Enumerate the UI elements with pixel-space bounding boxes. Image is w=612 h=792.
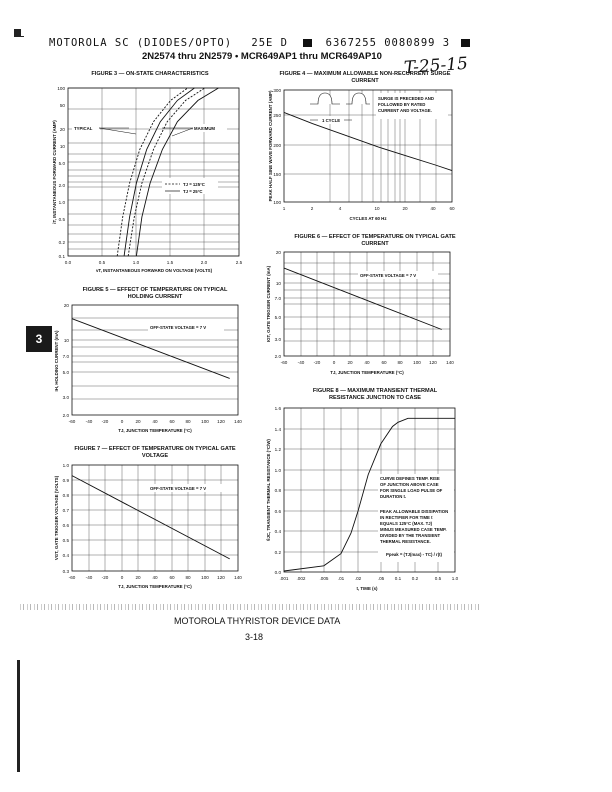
y-tick: 5.0	[58, 161, 65, 166]
x-tick: 0.5	[98, 260, 106, 265]
dissipation-note-3: EQUALS 125°C (MAX. TJ)	[380, 521, 433, 526]
figure-3-ylabel: iT, INSTANTANEOUS FORWARD CURRENT (AMP)	[52, 120, 57, 224]
curve-note-1: CURVE DEFINES TEMP. RISE	[380, 476, 440, 481]
figure-4-xlabel: CYCLES AT 60 Hz	[349, 216, 387, 221]
x-tick: -60	[280, 360, 288, 365]
series-line	[124, 88, 194, 256]
y-tick: 300	[273, 88, 281, 93]
x-tick: -40	[85, 419, 93, 424]
x-tick: 10	[374, 206, 380, 211]
y-tick: 2.0	[274, 354, 281, 359]
x-tick: 4	[338, 206, 342, 211]
figure-5-title: FIGURE 5 — EFFECT OF TEMPERATURE ON TYPICAL HOLDING CURRENT	[82, 287, 228, 300]
y-tick: 10	[63, 338, 69, 343]
x-tick: 40	[364, 360, 370, 365]
y-tick: 0.9	[62, 478, 69, 483]
y-tick: 100	[273, 200, 281, 205]
x-tick: 2.0	[200, 260, 208, 265]
x-tick: 100	[201, 419, 209, 424]
figure-3-grid	[68, 88, 239, 256]
handwritten-note: T-25-15	[403, 53, 469, 79]
x-tick: 100	[413, 360, 421, 365]
y-tick: 20	[63, 303, 69, 308]
figure-4-curves	[284, 112, 452, 170]
x-tick: .002	[296, 576, 306, 581]
x-tick: 60	[449, 206, 455, 211]
y-tick: 150	[273, 172, 281, 177]
y-tick: 2.0	[58, 183, 65, 188]
figure-7-title: FIGURE 7 — EFFECT OF TEMPERATURE ON TYPICAL GATE VOLTAGE	[74, 446, 236, 459]
y-tick: 20	[59, 127, 65, 132]
one-cycle-label: 1 CYCLE	[322, 118, 341, 123]
x-tick: 20	[135, 575, 141, 580]
figure-4-y-ticks	[273, 88, 281, 205]
y-tick: 10	[275, 281, 281, 286]
y-tick: 0.2	[58, 240, 65, 245]
y-tick: 1.4	[274, 427, 281, 432]
curve-note-3: FOR SINGLE LOAD PULSE OF	[380, 488, 443, 493]
x-tick: 1.0	[132, 260, 140, 265]
y-tick: 1.0	[58, 200, 65, 205]
legend-25: TJ = 25°C	[183, 189, 203, 194]
series-line	[284, 112, 452, 170]
manufacturer: MOTOROLA SC (DIODES/OPTO)	[49, 37, 233, 49]
scan-margin-line	[17, 660, 20, 772]
y-tick: 0.7	[62, 508, 69, 513]
figure-3-y-ticks	[57, 86, 65, 259]
figure-8-y-ticks	[275, 406, 282, 575]
x-tick: 0	[120, 575, 124, 580]
x-tick: 1	[282, 206, 286, 211]
surge-waveform-icon	[310, 93, 370, 104]
figure-6-x-ticks	[281, 360, 455, 365]
x-tick: -60	[68, 575, 76, 580]
figure-6-ylabel: IGT, GATE TRIGGER CURRENT (mA)	[266, 265, 271, 343]
x-tick: 1.5	[166, 260, 174, 265]
figure-7-xlabel: TJ, JUNCTION TEMPERATURE (°C)	[118, 584, 192, 589]
x-tick: -40	[85, 575, 93, 580]
x-tick: -40	[297, 360, 305, 365]
off-state-voltage-label: OFF-STATE VOLTAGE = 7 V	[150, 486, 207, 491]
y-tick: 1.0	[274, 468, 281, 473]
figure-8-x-ticks	[280, 576, 459, 581]
dissipation-note-6: THERMAL RESISTANCE.	[380, 539, 431, 544]
figure-8-chart	[262, 404, 462, 599]
black-square-icon	[303, 39, 312, 47]
barcode-text: 6367255 0080899 3	[325, 37, 451, 49]
y-tick: 50	[59, 103, 65, 108]
figure-3-title: FIGURE 3 — ON-STATE CHARACTERISTICS	[91, 71, 209, 77]
y-tick: 3.0	[274, 337, 281, 342]
figure-6-title: FIGURE 6 — EFFECT OF TEMPERATURE ON TYPICAL GATE CURRENT	[294, 234, 456, 247]
x-tick: 0.2	[411, 576, 419, 581]
figure-3-chart	[54, 84, 254, 274]
dissipation-note-1: PEAK ALLOWABLE DISSIPATION	[380, 509, 449, 514]
y-tick: 2.0	[62, 413, 69, 418]
figure-5-xlabel: TJ, JUNCTION TEMPERATURE (°C)	[118, 428, 192, 433]
x-tick: 20	[135, 419, 141, 424]
figure-4-chart	[270, 86, 460, 226]
legend-125: TJ = 125°C	[183, 182, 205, 187]
figure-4-title: FIGURE 4 — MAXIMUM ALLOWABLE NON-RECURRENT SURGE CURRENT	[279, 71, 451, 84]
figure-3-xlabel: vT, INSTANTANEOUS FORWARD ON VOLTAGE (VOLTS)	[95, 268, 213, 273]
figure-4-ylabel: PEAK HALF SINE WAVE FORWARD CURRENT (AMP)	[268, 90, 273, 202]
footer-page-number: 3-18	[245, 632, 264, 642]
y-tick: 250	[273, 113, 281, 118]
x-tick: 2	[310, 206, 314, 211]
y-tick: 3.0	[62, 395, 69, 400]
corner-mark-line	[14, 36, 24, 37]
x-tick: 40	[152, 419, 158, 424]
x-tick: 120	[217, 419, 225, 424]
x-tick: 0.1	[394, 576, 402, 581]
x-tick: 80	[185, 419, 191, 424]
y-tick: 100	[57, 86, 65, 91]
y-tick: 5.0	[62, 370, 69, 375]
y-tick: 0.1	[58, 254, 65, 259]
x-tick: 2.5	[235, 260, 243, 265]
x-tick: 140	[234, 419, 242, 424]
figure-8-ylabel: θJC, TRANSIENT THERMAL RESISTANCE (°C/W)	[266, 439, 271, 541]
figure-3-curves	[117, 88, 218, 256]
y-tick: 0.4	[274, 529, 281, 534]
x-tick: 80	[185, 575, 191, 580]
typical-label: TYPICAL	[74, 126, 93, 131]
x-tick: 140	[234, 575, 242, 580]
surge-note-1: SURGE IS PRECEDED AND	[378, 96, 434, 101]
y-tick: 1.2	[274, 447, 281, 452]
x-tick: .005	[319, 576, 329, 581]
y-tick: 0.6	[62, 523, 69, 528]
y-tick: 0.8	[62, 493, 69, 498]
x-tick: 120	[429, 360, 437, 365]
y-tick: 10	[59, 144, 65, 149]
x-tick: 60	[169, 419, 175, 424]
x-tick: 120	[217, 575, 225, 580]
black-square-icon	[461, 39, 470, 47]
scan-noise-strip	[20, 604, 480, 610]
x-tick: -20	[313, 360, 321, 365]
figure-6-y-ticks	[275, 250, 282, 359]
y-tick: 20	[275, 250, 281, 255]
figure-5-ylabel: IH, HOLDING CURRENT (mA)	[54, 330, 59, 392]
figure-8-title: FIGURE 8 — MAXIMUM TRANSIENT THERMAL RESISTANCE JUNCTION TO CASE	[312, 388, 438, 401]
series-line	[136, 88, 218, 256]
footer-title: MOTOROLA THYRISTOR DEVICE DATA	[174, 616, 341, 626]
figure-8-xlabel: t, TIME (s)	[356, 586, 378, 591]
x-tick: 0	[120, 419, 124, 424]
x-tick: 60	[169, 575, 175, 580]
y-tick: 1.0	[62, 463, 69, 468]
figure-5-chart	[50, 301, 250, 441]
y-tick: 200	[273, 143, 281, 148]
figure-7-grid	[72, 465, 238, 571]
off-state-voltage-label: OFF-STATE VOLTAGE = 7 V	[360, 273, 417, 278]
figure-5-y-ticks	[63, 303, 70, 418]
dissipation-note-4: MINUS MEASURED CASE TEMP.	[380, 527, 447, 532]
figure-3-x-ticks	[65, 260, 243, 265]
section-tab: 3	[26, 326, 52, 352]
y-tick: 7.0	[274, 296, 281, 301]
x-tick: 1.0	[451, 576, 459, 581]
x-tick: 40	[430, 206, 436, 211]
x-tick: .05	[377, 576, 385, 581]
y-tick: 1.6	[274, 406, 281, 411]
surge-note-2: FOLLOWED BY RATED	[378, 102, 426, 107]
x-tick: 20	[402, 206, 408, 211]
header-line	[49, 37, 470, 49]
x-tick: -60	[68, 419, 76, 424]
y-tick: 0.8	[274, 488, 281, 493]
x-tick: .01	[337, 576, 345, 581]
figure-7-y-ticks	[63, 463, 70, 574]
y-tick: 0.6	[274, 509, 281, 514]
off-state-voltage-label: OFF-STATE VOLTAGE = 7 V	[150, 325, 207, 330]
x-tick: 20	[347, 360, 353, 365]
x-tick: 0	[332, 360, 336, 365]
x-tick: -20	[101, 419, 109, 424]
y-tick: 0.4	[62, 553, 69, 558]
ppeak-formula: Ppeak = (TJ(max) - TC) / r(t)	[386, 552, 442, 557]
x-tick: -20	[101, 575, 109, 580]
x-tick: 60	[381, 360, 387, 365]
figure-7-x-ticks	[69, 575, 243, 580]
figure-7-chart	[50, 461, 250, 601]
x-tick: 0.0	[64, 260, 72, 265]
x-tick: .02	[354, 576, 362, 581]
y-tick: 7.0	[62, 354, 69, 359]
y-tick: 0.3	[62, 569, 69, 574]
page-subtitle: 2N2574 thru 2N2579 • MCR649AP1 thru MCR649AP10	[142, 51, 382, 62]
y-tick: 0.0	[274, 570, 281, 575]
x-tick: 100	[201, 575, 209, 580]
x-tick: 80	[397, 360, 403, 365]
figure-5-x-ticks	[69, 419, 243, 424]
surge-note-3: CURRENT AND VOLTAGE.	[378, 108, 432, 113]
y-tick: 0.5	[62, 538, 69, 543]
x-tick: 0.5	[434, 576, 442, 581]
y-tick: 0.5	[58, 217, 65, 222]
curve-note-4: DURATION t.	[380, 494, 407, 499]
x-tick: .001	[279, 576, 289, 581]
x-tick: 140	[446, 360, 454, 365]
figure-7-ylabel: VGT, GATE TRIGGER VOLTAGE (VOLTS)	[54, 475, 59, 561]
figure-4-x-ticks	[283, 206, 455, 211]
header-code: 25E D	[251, 37, 288, 49]
dissipation-note-2: IN RECTIFIER FOR TIME t	[380, 515, 433, 520]
figure-6-grid	[284, 252, 450, 356]
y-tick: 0.2	[274, 550, 281, 555]
x-tick: 40	[152, 575, 158, 580]
figure-6-xlabel: TJ, JUNCTION TEMPERATURE (°C)	[330, 370, 404, 375]
maximum-label: MAXIMUM	[194, 126, 216, 131]
y-tick: 5.0	[274, 315, 281, 320]
dissipation-note-5: DIVIDED BY THE TRANSIENT	[380, 533, 441, 538]
figure-6-chart	[262, 248, 462, 383]
curve-note-2: OF JUNCTION ABOVE CASE	[380, 482, 439, 487]
